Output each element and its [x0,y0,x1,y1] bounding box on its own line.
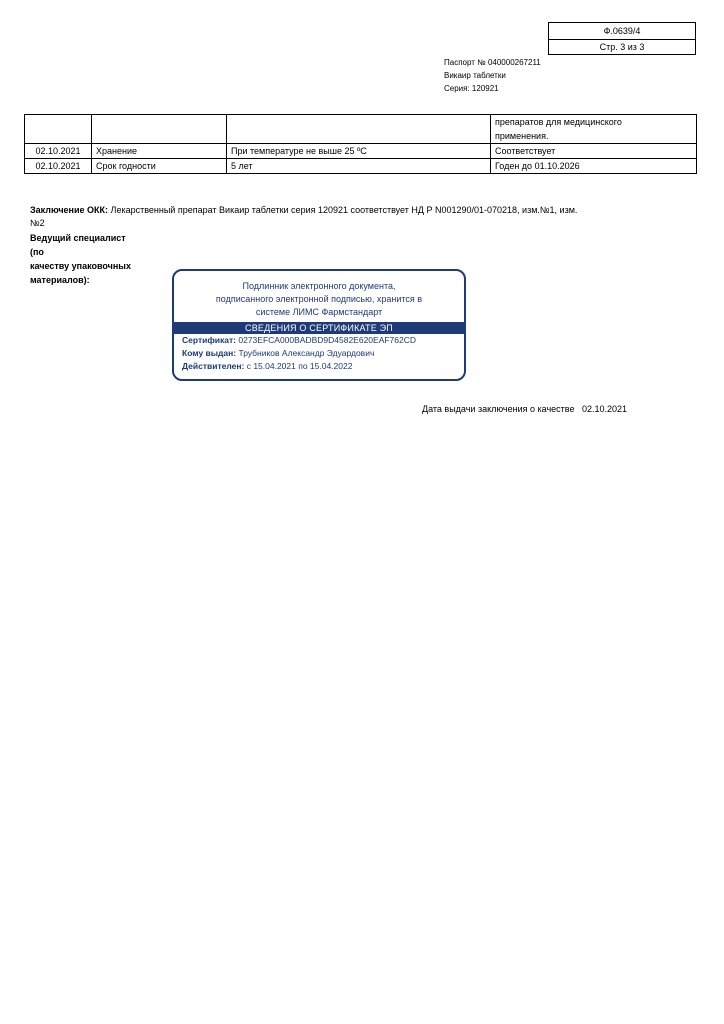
batch-series: Серия: 120921 [444,84,499,93]
stamp-title-line: Подлинник электронного документа, [242,281,396,291]
issue-date-value: 02.10.2021 [581,404,628,414]
result-cell: препаратов для медицинского [491,115,697,130]
validity-label: Действителен: [182,361,245,371]
certificate-row [174,334,464,347]
date-cell: 02.10.2021 [25,159,92,174]
stamp-title-line: подписанного электронной подписью, хранится в [215,294,423,304]
lead-specialist-line: Ведущий специалист (по [30,233,126,257]
requirement-cell: При температуре не выше 25 ºС [227,144,491,159]
requirement-cell: 5 лет [227,159,491,174]
product-name: Викаир таблетки [444,71,506,80]
conclusion [30,204,590,230]
form-code: Ф.0639/4 [603,25,641,36]
issue-date-label: Дата выдачи заключения о качестве [422,404,575,414]
test-cell: Хранение [92,144,227,159]
table-row [25,144,697,159]
date-cell [25,129,92,144]
results-table [24,114,697,174]
validity-value: с 15.04.2021 по 15.04.2022 [246,361,353,371]
test-cell: Срок годности [92,159,227,174]
lead-specialist-line: качеству упаковочных [30,261,131,271]
requirement-cell [227,129,491,144]
e-signature-stamp [172,269,466,381]
validity-row [174,360,464,373]
page-number: Стр. 3 из 3 [549,39,695,56]
test-cell [92,115,227,130]
date-cell [25,115,92,130]
issued-to-value: Трубников Александр Эдуардович [238,348,375,358]
stamp-title-line: системе ЛИМС Фармстандарт [255,307,383,317]
conclusion-text: Лекарственный препарат Викаир таблетки серия 120921 соответствует НД Р N001290/01-070218, изм.№1, изм.№2 [30,205,578,228]
requirement-cell [227,115,491,130]
test-cell [92,129,227,144]
certificate-value: 0273EFCA000BADBD9D4582E620EAF762CD [238,335,417,345]
conclusion-label: Заключение ОКК: [30,205,109,215]
result-cell: Годен до 01.10.2026 [491,159,697,174]
stamp-title [174,280,464,319]
lead-specialist [30,231,140,287]
issue-date [422,404,627,414]
date-cell: 02.10.2021 [25,144,92,159]
certificate-label: Сертификат: [182,335,236,345]
table-row [25,129,697,144]
lead-specialist-line: материалов): [30,275,90,285]
issued-to-row [174,347,464,360]
table-row [25,115,697,130]
result-cell: Соответствует [491,144,697,159]
issued-to-label: Кому выдан: [182,348,237,358]
passport-number: Паспорт № 040000267211 [444,58,541,67]
form-code-box [548,22,696,55]
stamp-band: СВЕДЕНИЯ О СЕРТИФИКАТЕ ЭП [174,322,464,334]
result-cell: применения. [491,129,697,144]
table-row [25,159,697,174]
